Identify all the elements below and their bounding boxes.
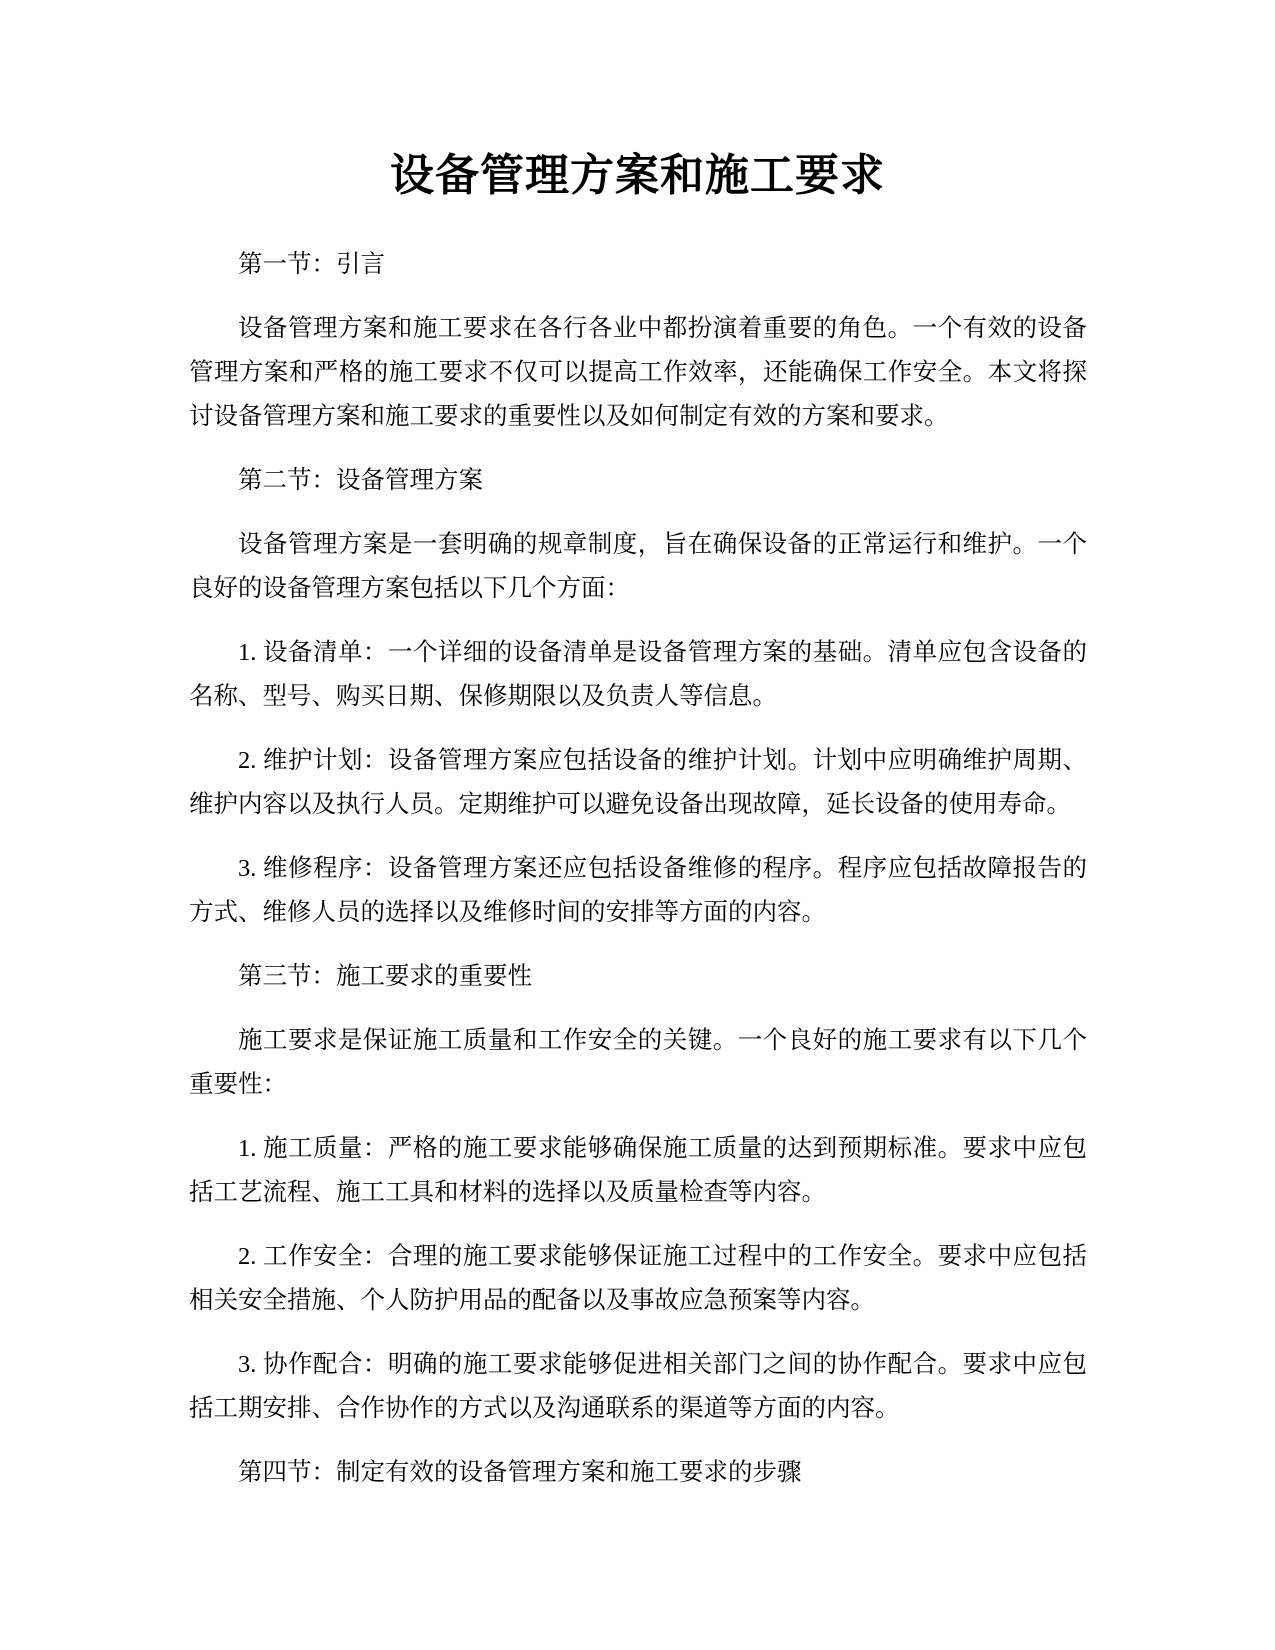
list-item-construction-quality: 1. 施工质量：严格的施工要求能够确保施工质量的达到预期标准。要求中应包括工艺流程、施工工具和材料的选择以及质量检查等内容。: [189, 1135, 1087, 1206]
paragraph-equipment-plan: 设备管理方案是一套明确的规章制度，旨在确保设备的正常运行和维护。一个良好的设备管理方案包括以下几个方面：: [189, 531, 1087, 602]
document-body: [189, 243, 1087, 1495]
section-heading-intro: 第一节：引言: [238, 251, 385, 278]
section-heading-steps: 第四节：制定有效的设备管理方案和施工要求的步骤: [238, 1459, 802, 1486]
list-item-repair-procedure: 3. 维修程序：设备管理方案还应包括设备维修的程序。程序应包括故障报告的方式、维修人员的选择以及维修时间的安排等方面的内容。: [189, 855, 1087, 926]
paragraph-intro: 设备管理方案和施工要求在各行各业中都扮演着重要的角色。一个有效的设备管理方案和严格的施工要求不仅可以提高工作效率，还能确保工作安全。本文将探讨设备管理方案和施工要求的重要性以及如何制定有效的方案和要求。: [189, 315, 1087, 430]
list-item-maintenance-plan: 2. 维护计划：设备管理方案应包括设备的维护计划。计划中应明确维护周期、维护内容以及执行人员。定期维护可以避免设备出现故障，延长设备的使用寿命。: [189, 747, 1087, 818]
document-title: 设备管理方案和施工要求: [390, 150, 885, 201]
list-item-work-safety: 2. 工作安全：合理的施工要求能够保证施工过程中的工作安全。要求中应包括相关安全措施、个人防护用品的配备以及事故应急预案等内容。: [189, 1243, 1087, 1314]
paragraph-construction-importance: 施工要求是保证施工质量和工作安全的关键。一个良好的施工要求有以下几个重要性：: [189, 1027, 1087, 1098]
section-heading-equipment-plan: 第二节：设备管理方案: [238, 467, 483, 494]
list-item-collaboration: 3. 协作配合：明确的施工要求能够促进相关部门之间的协作配合。要求中应包括工期安排、合作协作的方式以及沟通联系的渠道等方面的内容。: [189, 1351, 1087, 1422]
list-item-equipment-inventory: 1. 设备清单：一个详细的设备清单是设备管理方案的基础。清单应包含设备的名称、型号、购买日期、保修期限以及负责人等信息。: [189, 639, 1087, 710]
section-heading-construction-importance: 第三节：施工要求的重要性: [238, 963, 532, 990]
